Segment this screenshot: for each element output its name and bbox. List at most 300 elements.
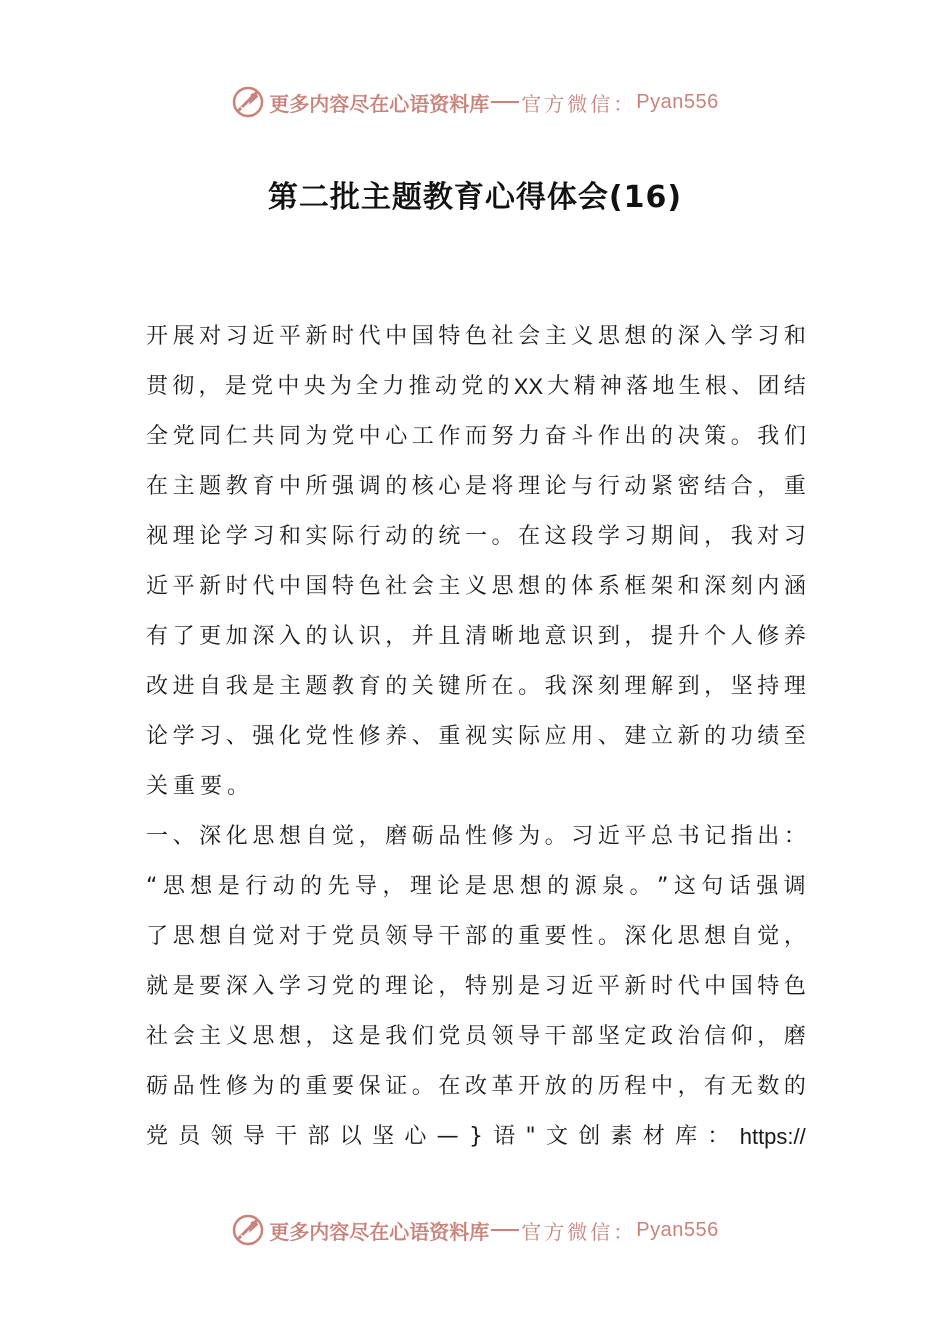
text-glyph: 论 xyxy=(411,974,434,999)
text-glyph: 行 xyxy=(597,474,620,499)
text-glyph: 刻 xyxy=(730,574,753,599)
text-glyph: 学 xyxy=(730,324,753,349)
text-glyph: 为 xyxy=(518,824,541,849)
text-glyph: 近 xyxy=(252,324,275,349)
text-glyph: 教 xyxy=(225,474,248,499)
text-glyph: 与 xyxy=(571,474,594,499)
text-glyph: 义 xyxy=(571,324,594,349)
text-glyph: 想 xyxy=(190,874,213,899)
text-glyph: } xyxy=(468,1124,483,1149)
text-glyph: 至 xyxy=(783,724,806,749)
text-glyph: 教 xyxy=(332,674,355,699)
text-glyph: 社 xyxy=(491,324,514,349)
text-glyph: 们 xyxy=(411,1024,434,1049)
text-glyph: 近 xyxy=(146,574,169,599)
text-glyph: 党 xyxy=(332,424,355,449)
text-glyph: 内 xyxy=(757,574,780,599)
text-glyph: 党 xyxy=(305,724,328,749)
text-glyph: 涵 xyxy=(783,574,806,599)
text-glyph: 特 xyxy=(438,324,461,349)
text-glyph: 新 xyxy=(199,574,222,599)
text-glyph: 深 xyxy=(199,824,222,849)
text-glyph: 义 xyxy=(464,574,487,599)
text-glyph: 深 xyxy=(677,324,700,349)
text-glyph: 精 xyxy=(573,374,596,399)
text-glyph: 坚 xyxy=(730,674,753,699)
text-glyph: 是 xyxy=(172,974,195,999)
text-glyph: 领 xyxy=(491,1024,514,1049)
text-glyph: 有 xyxy=(146,624,169,649)
text-glyph: 理 xyxy=(783,674,806,699)
text-glyph: 推 xyxy=(408,374,431,399)
text-glyph: 党 xyxy=(461,374,484,399)
text-glyph: 代 xyxy=(358,324,381,349)
text-glyph: 理 xyxy=(518,474,541,499)
text-glyph: 育 xyxy=(358,674,381,699)
text-glyph: 思 xyxy=(172,924,195,949)
text-glyph: 重 xyxy=(518,924,541,949)
text-glyph: 一 xyxy=(464,524,487,549)
text-glyph: 政 xyxy=(650,1024,673,1049)
text-glyph: 文 xyxy=(545,1124,568,1149)
text-glyph: 平 xyxy=(278,324,301,349)
text-glyph: ， xyxy=(704,524,727,549)
text-glyph: 想 xyxy=(624,324,647,349)
text-line xyxy=(146,662,806,712)
text-glyph: 我 xyxy=(757,424,780,449)
text-glyph: 论 xyxy=(199,524,222,549)
text-glyph: 动 xyxy=(624,474,647,499)
text-glyph: 要 xyxy=(544,924,567,949)
text-glyph: 中 xyxy=(278,474,301,499)
text-glyph: 行 xyxy=(245,874,268,899)
text-glyph: 的 xyxy=(544,574,567,599)
text-glyph: 创 xyxy=(578,1124,601,1149)
text-glyph: ， xyxy=(382,874,405,899)
text-glyph: 意 xyxy=(544,624,567,649)
text-glyph: ， xyxy=(624,624,647,649)
text-glyph: 总 xyxy=(650,824,673,849)
text-glyph: 新 xyxy=(624,974,647,999)
text-glyph: 先 xyxy=(327,874,350,899)
text-glyph: 想 xyxy=(278,824,301,849)
text-glyph: 的 xyxy=(547,874,570,899)
text-glyph: 力 xyxy=(382,374,405,399)
text-glyph: 到 xyxy=(677,674,700,699)
text-glyph: 在 xyxy=(146,474,169,499)
text-glyph: 中 xyxy=(385,324,408,349)
text-glyph: 强 xyxy=(252,724,275,749)
text-line xyxy=(146,1012,806,1062)
text-glyph: 砺 xyxy=(411,824,434,849)
text-glyph: 自 xyxy=(730,924,753,949)
text-glyph: 、 xyxy=(411,724,434,749)
text-glyph: 对 xyxy=(757,524,780,549)
text-glyph: 改 xyxy=(464,1074,487,1099)
text-glyph: 为 xyxy=(329,374,352,399)
text-glyph: 主 xyxy=(199,1024,222,1049)
text-glyph: 的 xyxy=(300,874,323,899)
text-glyph: 加 xyxy=(225,624,248,649)
text-glyph: 习 xyxy=(544,974,567,999)
text-glyph: XX xyxy=(513,374,544,399)
text-glyph: 泉 xyxy=(602,874,625,899)
text-glyph: 更 xyxy=(199,624,222,649)
text-glyph: 思 xyxy=(491,574,514,599)
text-glyph: 化 xyxy=(278,724,301,749)
text-glyph: 近 xyxy=(597,824,620,849)
text-glyph: 改 xyxy=(146,674,169,699)
text-glyph: 关 xyxy=(411,674,434,699)
text-glyph: 要 xyxy=(199,974,222,999)
text-glyph: 社 xyxy=(146,1024,169,1049)
text-glyph: 强 xyxy=(756,874,779,899)
text-glyph: 平 xyxy=(172,574,195,599)
text-glyph: 神 xyxy=(599,374,622,399)
text-glyph: 奋 xyxy=(544,424,567,449)
text-glyph: 对 xyxy=(199,324,222,349)
text-glyph: 自 xyxy=(305,824,328,849)
watermark-brand-text: 更多内容尽在心语资料库 xyxy=(269,1219,490,1244)
text-glyph: 体 xyxy=(571,574,594,599)
text-glyph: 磨 xyxy=(783,1024,806,1049)
text-glyph: 了 xyxy=(172,624,195,649)
text-glyph: 修 xyxy=(491,824,514,849)
text-glyph: 生 xyxy=(678,374,701,399)
text-glyph: 认 xyxy=(332,624,355,649)
text-glyph: 立 xyxy=(650,724,673,749)
text-glyph: 解 xyxy=(650,674,673,699)
text-glyph: 自 xyxy=(199,674,222,699)
text-glyph: 在 xyxy=(491,674,514,699)
text-glyph: 全 xyxy=(356,374,379,399)
text-glyph: 地 xyxy=(652,374,675,399)
text-glyph: 用 xyxy=(571,724,594,749)
text-glyph: 养 xyxy=(783,624,806,649)
text-glyph: 论 xyxy=(437,874,460,899)
text-glyph: 就 xyxy=(146,974,169,999)
text-glyph: 、 xyxy=(225,724,248,749)
text-glyph: 员 xyxy=(178,1124,201,1149)
text-glyph: 性 xyxy=(464,824,487,849)
text-glyph: 平 xyxy=(624,824,647,849)
text-glyph: 新 xyxy=(677,724,700,749)
text-glyph: ， xyxy=(757,1024,780,1049)
text-glyph: 理 xyxy=(409,874,432,899)
text-glyph: 主 xyxy=(172,474,195,499)
text-glyph: 修 xyxy=(757,624,780,649)
text-glyph: 的 xyxy=(704,724,727,749)
text-glyph: 修 xyxy=(225,1074,248,1099)
header-watermark-banner xyxy=(0,80,950,124)
text-glyph: 并 xyxy=(411,624,434,649)
text-glyph: 想 xyxy=(704,924,727,949)
text-glyph: 会 xyxy=(518,324,541,349)
text-glyph: ， xyxy=(305,1024,328,1049)
text-glyph: 主 xyxy=(544,324,567,349)
text-glyph: 题 xyxy=(305,674,328,699)
text-glyph: 动 xyxy=(434,374,457,399)
text-glyph: 国 xyxy=(730,974,753,999)
text-glyph: 学 xyxy=(597,524,620,549)
text-glyph: 习 xyxy=(783,524,806,549)
text-glyph: 领 xyxy=(385,924,408,949)
text-glyph: 近 xyxy=(571,974,594,999)
text-glyph: 我 xyxy=(544,674,567,699)
text-glyph: 开 xyxy=(518,1074,541,1099)
text-glyph: 修 xyxy=(358,724,381,749)
text-glyph: 色 xyxy=(783,974,806,999)
text-glyph: 党 xyxy=(146,1124,169,1149)
text-glyph: 记 xyxy=(704,824,727,849)
text-line xyxy=(146,962,806,1012)
text-glyph: 坚 xyxy=(597,1024,620,1049)
text-glyph: 这 xyxy=(332,1024,355,1049)
text-glyph: ： xyxy=(783,824,806,849)
text-glyph: ， xyxy=(757,474,780,499)
text-glyph: 。 xyxy=(730,424,753,449)
text-glyph: 代 xyxy=(677,974,700,999)
text-glyph: 性 xyxy=(571,924,594,949)
text-line xyxy=(146,312,806,362)
text-glyph: 自 xyxy=(225,924,248,949)
text-glyph: 重 xyxy=(173,774,196,799)
text-glyph: 我 xyxy=(385,1024,408,1049)
watermark-wechat-label: 官方微信： xyxy=(521,1219,637,1244)
text-glyph: 段 xyxy=(571,524,594,549)
text-glyph: 晰 xyxy=(491,624,514,649)
text-glyph: 材 xyxy=(642,1124,665,1149)
text-glyph: 部 xyxy=(464,924,487,949)
text-glyph: 库 xyxy=(675,1124,698,1149)
text-glyph: 。 xyxy=(411,1074,434,1099)
text-glyph: 觉 xyxy=(252,924,275,949)
watermark-wechat-id: Pyan556 xyxy=(636,90,719,113)
text-line xyxy=(146,412,806,462)
text-glyph: 习 xyxy=(199,724,222,749)
text-glyph: 放 xyxy=(544,1074,567,1099)
text-glyph: 主 xyxy=(278,674,301,699)
text-glyph: 想 xyxy=(518,574,541,599)
text-glyph: 有 xyxy=(704,1074,727,1099)
text-glyph: 特 xyxy=(757,974,780,999)
text-glyph: 框 xyxy=(624,574,647,599)
text-glyph: 视 xyxy=(146,524,169,549)
text-glyph: 源 xyxy=(574,874,597,899)
text-glyph: 一 xyxy=(146,824,169,849)
text-glyph: 出 xyxy=(757,824,780,849)
text-glyph: 深 xyxy=(624,924,647,949)
text-glyph: 定 xyxy=(624,1024,647,1049)
text-line xyxy=(146,712,806,762)
text-glyph: 行 xyxy=(358,524,381,549)
text-glyph: 决 xyxy=(677,424,700,449)
text-glyph: 期 xyxy=(650,524,673,549)
text-glyph: 会 xyxy=(411,574,434,599)
text-glyph: 间 xyxy=(677,524,700,549)
text-glyph: 素 xyxy=(610,1124,633,1149)
text-glyph: 思 xyxy=(492,874,515,899)
text-glyph: 密 xyxy=(677,474,700,499)
text-glyph: 关 xyxy=(146,774,169,799)
document-body xyxy=(146,312,806,1162)
text-glyph: 了 xyxy=(146,924,169,949)
text-glyph: 的 xyxy=(487,374,510,399)
text-glyph: 要 xyxy=(200,774,223,799)
text-glyph: 中 xyxy=(278,574,301,599)
text-glyph: 的 xyxy=(358,974,381,999)
document-title: 第二批主题教育心得体会(16) xyxy=(267,180,683,215)
watermark-wechat-id: Pyan556 xyxy=(636,1218,719,1241)
text-glyph: 话 xyxy=(728,874,751,899)
text-glyph: 而 xyxy=(464,424,487,449)
text-glyph: 、 xyxy=(597,724,620,749)
text-glyph: 。 xyxy=(518,674,541,699)
text-line xyxy=(146,762,806,812)
text-glyph: 。 xyxy=(227,774,250,799)
text-glyph: 的 xyxy=(783,1074,806,1099)
text-glyph: 对 xyxy=(278,924,301,949)
text-glyph: 架 xyxy=(650,574,673,599)
text-glyph: 员 xyxy=(358,924,381,949)
text-glyph: 我 xyxy=(225,674,248,699)
text-glyph: 指 xyxy=(730,824,753,849)
text-glyph: 干 xyxy=(275,1124,298,1149)
text-glyph: 思 xyxy=(162,874,185,899)
text-glyph: 义 xyxy=(225,1024,248,1049)
footer-watermark-banner xyxy=(0,1208,950,1252)
text-glyph: 作 xyxy=(438,424,461,449)
text-glyph: ， xyxy=(783,924,806,949)
text-glyph: 刻 xyxy=(597,674,620,699)
text-glyph: 入 xyxy=(704,324,727,349)
text-glyph: 的 xyxy=(278,1074,301,1099)
text-glyph: 绩 xyxy=(757,724,780,749)
text-glyph: 思 xyxy=(677,924,700,949)
text-glyph: 习 xyxy=(571,824,594,849)
text-glyph: 育 xyxy=(252,474,275,499)
text-glyph: 数 xyxy=(757,1074,780,1099)
text-glyph: 的 xyxy=(385,474,408,499)
text-glyph: 导 xyxy=(518,1024,541,1049)
text-glyph: 理 xyxy=(172,524,195,549)
text-glyph: ” xyxy=(657,874,669,899)
text-glyph: 我 xyxy=(730,524,753,549)
text-glyph: 际 xyxy=(332,524,355,549)
text-glyph: 性 xyxy=(199,1074,222,1099)
text-glyph: 贯 xyxy=(146,374,169,399)
text-glyph: 清 xyxy=(464,624,487,649)
text-glyph: 于 xyxy=(305,924,328,949)
text-glyph: 调 xyxy=(783,874,806,899)
text-glyph: “ xyxy=(146,874,158,899)
text-glyph: 仁 xyxy=(225,424,248,449)
text-glyph: 觉 xyxy=(332,824,355,849)
text-glyph: 习 xyxy=(225,324,248,349)
text-glyph: 持 xyxy=(757,674,780,699)
text-glyph: 斗 xyxy=(571,424,594,449)
text-glyph: 学 xyxy=(225,524,248,549)
text-line xyxy=(146,1112,806,1162)
text-glyph: 建 xyxy=(624,724,647,749)
text-glyph: 代 xyxy=(252,574,275,599)
text-glyph: 导 xyxy=(411,924,434,949)
text-glyph: 中 xyxy=(650,1074,673,1099)
text-glyph: 理 xyxy=(385,974,408,999)
text-glyph: 党 xyxy=(332,924,355,949)
text-glyph: 磨 xyxy=(385,824,408,849)
text-glyph: 养 xyxy=(385,724,408,749)
text-glyph: 结 xyxy=(783,374,806,399)
text-glyph: 深 xyxy=(704,574,727,599)
text-glyph: 要 xyxy=(332,1074,355,1099)
text-line xyxy=(146,1062,806,1112)
text-glyph: 进 xyxy=(172,674,195,699)
text-glyph: 展 xyxy=(172,324,195,349)
text-glyph: 习 xyxy=(252,524,275,549)
text-glyph: 落 xyxy=(626,374,649,399)
text-glyph: 化 xyxy=(225,824,248,849)
text-glyph: 论 xyxy=(146,724,169,749)
text-glyph: 思 xyxy=(252,1024,275,1049)
text-glyph: 。 xyxy=(491,524,514,549)
text-glyph: 习 xyxy=(757,324,780,349)
text-glyph: 导 xyxy=(355,874,378,899)
text-glyph: 深 xyxy=(252,624,275,649)
text-glyph: 党 xyxy=(251,374,274,399)
text-glyph: 为 xyxy=(305,424,328,449)
text-glyph: 应 xyxy=(544,724,567,749)
text-glyph: 入 xyxy=(278,624,301,649)
text-glyph: ， xyxy=(358,824,381,849)
text-glyph: 时 xyxy=(332,324,355,349)
text-glyph: 平 xyxy=(597,974,620,999)
text-glyph: — xyxy=(436,1124,459,1149)
text-glyph: 调 xyxy=(358,474,381,499)
text-glyph: 书 xyxy=(677,824,700,849)
text-glyph: 和 xyxy=(677,574,700,599)
text-glyph: 无 xyxy=(730,1074,753,1099)
text-glyph: 心 xyxy=(404,1124,427,1149)
text-glyph: 革 xyxy=(491,1074,514,1099)
text-glyph: 共 xyxy=(252,424,275,449)
text-glyph: 证 xyxy=(385,1074,408,1099)
text-glyph: 视 xyxy=(464,724,487,749)
text-glyph: 键 xyxy=(438,674,461,699)
text-glyph: 功 xyxy=(730,724,753,749)
text-glyph: ， xyxy=(198,374,221,399)
text-glyph: 题 xyxy=(199,474,222,499)
text-glyph: 识 xyxy=(358,624,381,649)
text-glyph: 强 xyxy=(332,474,355,499)
text-glyph: 砺 xyxy=(146,1074,169,1099)
text-glyph: 地 xyxy=(518,624,541,649)
text-glyph: 大 xyxy=(547,374,570,399)
text-glyph: 努 xyxy=(491,424,514,449)
text-glyph: 论 xyxy=(544,474,567,499)
text-glyph: 心 xyxy=(385,424,408,449)
text-glyph: 员 xyxy=(464,1024,487,1049)
text-glyph: 央 xyxy=(303,374,326,399)
text-glyph: 力 xyxy=(518,424,541,449)
text-glyph: 团 xyxy=(757,374,780,399)
text-line xyxy=(146,862,806,912)
text-line xyxy=(146,512,806,562)
text-glyph: 特 xyxy=(464,974,487,999)
text-glyph: 入 xyxy=(252,974,275,999)
text-glyph: 主 xyxy=(438,574,461,599)
text-line xyxy=(146,612,806,662)
